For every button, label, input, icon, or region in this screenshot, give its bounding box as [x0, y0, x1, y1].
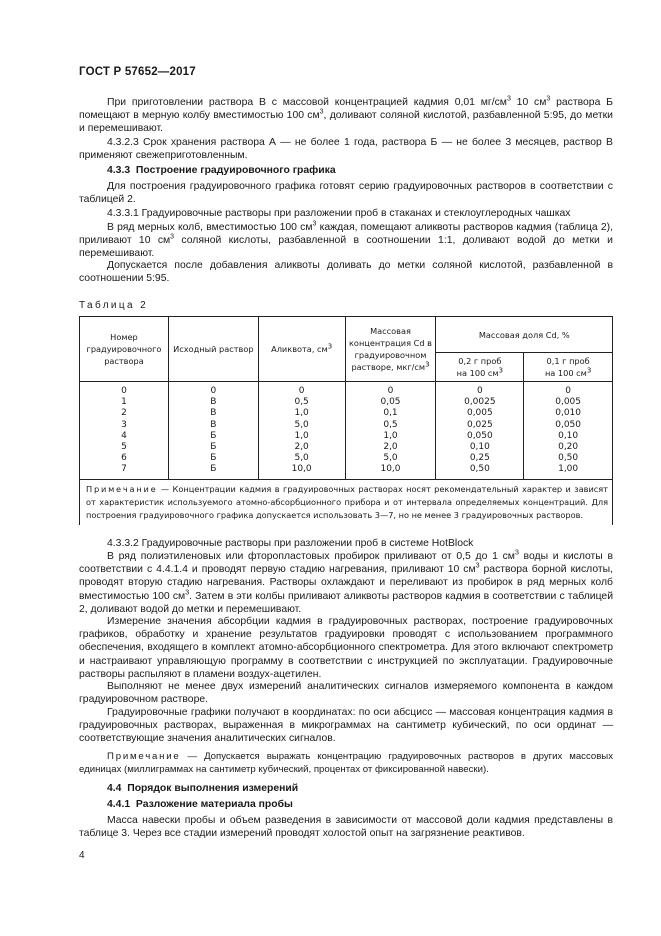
table-cell: 0 — [258, 382, 345, 398]
table-row — [80, 420, 613, 431]
table-cell: 0 — [80, 382, 169, 398]
header-sample-0-1g: 0,1 г проб на 100 $см^3$ — [524, 353, 613, 382]
table-cell: В — [168, 408, 258, 419]
table-caption: Таблица 2 — [79, 300, 149, 311]
table-cell: 0,10 — [436, 442, 524, 453]
table-cell: 0 — [524, 382, 613, 398]
table-note-row — [80, 479, 613, 525]
table-cell: 5,0 — [345, 453, 436, 464]
table-cell: 0,1 — [345, 408, 436, 419]
table-cell: В — [168, 397, 258, 408]
paragraph-graph-series: Для построения градуировочного графика готовят серию градуировочных растворов в соответствии с таблицей 2. — [79, 181, 613, 206]
heading-4-4: 4.4 Порядок выполнения измерений — [107, 783, 299, 794]
table-cell: 2 — [80, 408, 169, 419]
paragraph-4-3-3-2: 4.3.3.2 Градуировочные растворы при разложении проб в системе HotBlock — [107, 538, 474, 549]
header-aliquot: Аликвота, $см^3$ — [258, 317, 345, 382]
table-cell: 0,005 — [524, 397, 613, 408]
table-row — [80, 453, 613, 464]
table-cell: 2,0 — [345, 442, 436, 453]
table-cell: Б — [168, 442, 258, 453]
table-row — [80, 464, 613, 479]
table-cell: 0,025 — [436, 420, 524, 431]
table-cell: 0 — [345, 382, 436, 398]
paragraph-4-3-3-1: 4.3.3.1 Градуировочные растворы при разложении проб в стаканах и стеклоуглеродных чашках — [107, 208, 571, 219]
table-cell: 0,0025 — [436, 397, 524, 408]
paragraph-sample-mass: Масса навески пробы и объем разведения в зависимости от массовой доли кадмия представлены в таблице 3. Через все стадии измерений проводят холостой опыт на загрязнение реактивов. — [79, 815, 613, 840]
paragraph-graphs: Градуировочные графики получают в координатах: по оси абсцисс — массовая концентрация кадмия в градуировочных растворах, выраженная в микрограммах на сантиметр кубический, по оси ординат — соответствующие значения аналитических сигналов. — [79, 707, 613, 745]
table-row — [80, 397, 613, 408]
heading-4-3-3: 4.3.3 Построение градуировочного графика — [107, 165, 336, 176]
document-header: ГОСТ Р 57652—2017 — [79, 66, 196, 78]
table-cell: Б — [168, 431, 258, 442]
table-cell: 1,0 — [345, 431, 436, 442]
table-cell: 5,0 — [258, 453, 345, 464]
paragraph-measurements: Выполняют не менее двух измерений аналитических сигналов измеряемого компонента в каждом градуировочном растворе. — [79, 681, 613, 706]
paragraph-flasks: В ряд мерных колб, вместимостью 100 $см^3$ каждая, помещают аликвоты растворов кадмия (таблица 2), приливают 10 $см^3$ соляной кислоты, разбавленной в соотношении 1:1, доливают водой до метки и перемешивают. — [79, 220, 614, 260]
table-cell: 1 — [80, 397, 169, 408]
table-cell: 3 — [80, 420, 169, 431]
table-cell: 5,0 — [258, 420, 345, 431]
table-cell: 10,0 — [345, 464, 436, 479]
table-cell: 0,50 — [524, 453, 613, 464]
table-cell: 0,010 — [524, 408, 613, 419]
table-row — [80, 382, 613, 398]
header-source-solution: Исходный раствор — [168, 317, 258, 382]
table-cell: 1,00 — [524, 464, 613, 479]
table-cell: 4 — [80, 431, 169, 442]
table-note: Примечание — Концентрации кадмия в градуировочных растворах носят рекомендательный характер и зависят от характеристик используемого атомно-абсорбционного прибора и от интервала определяемых концентраций. Для построения градуировочного графика допускается использовать 3—7, но не менее 3 градуировочных растворов. — [80, 479, 613, 525]
paragraph-note: Примечание — Допускается выражать концентрацию градуировочных растворов в других массовых единицах (миллиграммах на сантиметр кубический, процентах от фиксированной навески). — [79, 751, 613, 775]
table-cell: 2,0 — [258, 442, 345, 453]
table-cell: 1,0 — [258, 431, 345, 442]
table-cell: Б — [168, 464, 258, 479]
table-cell: 0,5 — [258, 397, 345, 408]
table-cell: 0,5 — [345, 420, 436, 431]
table-cell: 5 — [80, 442, 169, 453]
header-mass-share: Массовая доля Cd, % — [436, 317, 613, 353]
table-cell: 0,50 — [436, 464, 524, 479]
table-cell: 0 — [436, 382, 524, 398]
paragraph-allowed-acid: Допускается после добавления аликвоты доливать до метки соляной кислотой, разбавленной в соотношении 5:95. — [79, 260, 613, 285]
table-row — [80, 431, 613, 442]
table-cell: 1,0 — [258, 408, 345, 419]
table-cell: 6 — [80, 453, 169, 464]
table-cell: 0,050 — [524, 420, 613, 431]
heading-4-4-1: 4.4.1 Разложение материала пробы — [107, 799, 293, 810]
table-row — [80, 408, 613, 419]
table-cell: 7 — [80, 464, 169, 479]
table-cell: 0,005 — [436, 408, 524, 419]
paragraph-solution-v: При приготовлении раствора В с массовой концентрацией кадмия 0,01 $мг/см^3$ 10 $см^3$ раствора Б помещают в мерную колбу вместимостью 100 $см^3$, доливают соляной кислотой, разбавленной 5:95, до метки и перемешивают. — [79, 95, 613, 135]
paragraph-hotblock: В ряд полиэтиленовых или фторопластовых пробирок приливают от 0,5 до 1 $см^3$ воды и кислоты в соответствии с 4.4.1.4 и проводят первую стадию нагревания, приливают 10 $см^3$ раствора борной кислоты, проводят вторую стадию нагревания. Растворы охлаждают и переливают из пробирок в ряд мерных колб вместимостью 100 $см^3$. Затем в эти колбы приливают аликвоты растворов кадмия в соответствии с таблицей 2, доливают водой до метки и перемешивают. — [79, 549, 614, 615]
table-cell: Б — [168, 453, 258, 464]
header-sample-0-2g: 0,2 г проб на 100 $см^3$ — [436, 353, 524, 382]
table-cell: 10,0 — [258, 464, 345, 479]
calibration-table — [79, 316, 613, 525]
table-cell: 0,10 — [524, 431, 613, 442]
header-solution-number: Номер градуировочного раствора — [80, 317, 169, 382]
table-cell: 0,050 — [436, 431, 524, 442]
table-row — [80, 442, 613, 453]
paragraph-absorption: Измерение значения абсорбции кадмия в градуировочных растворах, построение градуировочных графиков, обработку и хранение результатов градуировки проводят с использованием программного обеспечения, входящего в комплект атомно-абсорбционного спектрометра. Для этого включают спектрометр и настраивают управляющую программу в соответствии с инструкцией по эксплуатации. Градуировочные растворы распыляют в пламени воздух-ацетилен. — [79, 616, 613, 680]
paragraph-4-3-2-3: 4.3.2.3 Срок хранения раствора А — не более 1 года, раствора Б — не более 3 месяцев, раствор В применяют свежеприготовленным. — [79, 137, 613, 162]
table-cell: 0 — [168, 382, 258, 398]
table-cell: 0,25 — [436, 453, 524, 464]
page-number: 4 — [79, 850, 85, 861]
table-cell: В — [168, 420, 258, 431]
table-cell: 0,20 — [524, 442, 613, 453]
table-cell: 0,05 — [345, 397, 436, 408]
header-concentration: Массовая концентрация Cd в градуировочном растворе, мкг/$см^3$ — [345, 317, 436, 382]
